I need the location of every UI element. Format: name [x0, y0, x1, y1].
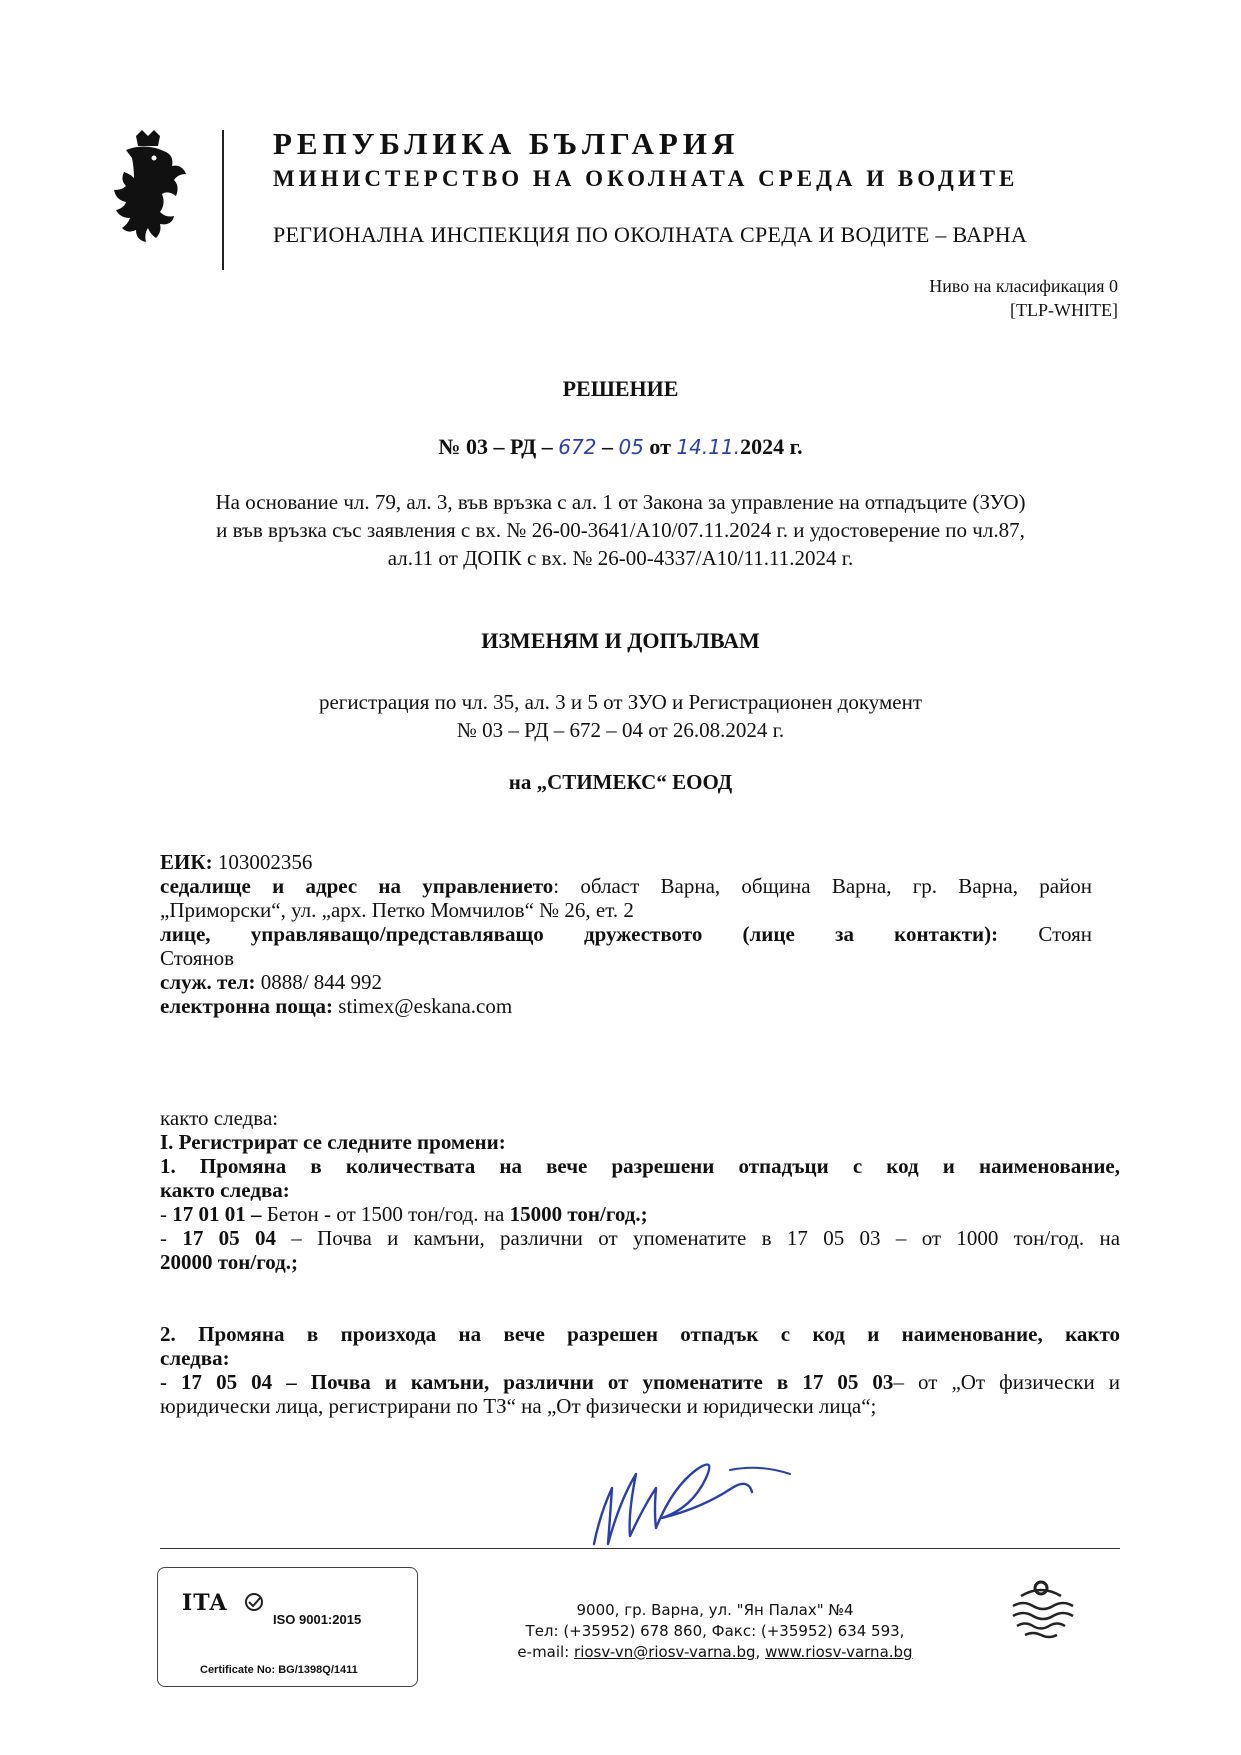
number-prefix: № 03 – РД – — [438, 434, 559, 459]
footer-divider — [160, 1548, 1120, 1549]
item-2-line-1: 2. Промяна в произхода на вече разрешен отпадък с код и наименование, както — [160, 1322, 1120, 1346]
decision-number — [0, 434, 1241, 460]
phone-row — [160, 970, 1092, 994]
waste-3-text: – от „От физически и — [893, 1370, 1120, 1394]
basis-line: ал.11 от ДОПК с вх. № 26-00-4337/А10/11.11.2024 г. — [387, 546, 854, 570]
eco-emblem-icon — [1005, 1576, 1077, 1640]
waste-3-bold: - 17 05 04 – Почва и камъни, различни от упоменатите в 17 05 03 — [160, 1370, 894, 1394]
item-2-heading — [160, 1322, 1120, 1346]
ita-logo: ITA — [182, 1590, 228, 1616]
item-2-heading-2 — [160, 1346, 1120, 1370]
person-row — [160, 922, 1092, 946]
seat-label: седалище и адрес на управлението — [160, 874, 554, 898]
header-divider — [222, 130, 224, 270]
eik-row — [160, 850, 1092, 874]
seat-row-2: „Приморски“, ул. „арх. Петко Момчилов“ № 26, ет. 2 — [160, 898, 634, 922]
item-1-heading-2 — [160, 1178, 1120, 1202]
item-1-line-2: както следва: — [160, 1178, 290, 1202]
item-1-heading — [160, 1154, 1120, 1178]
regional-inspectorate: РЕГИОНАЛНА ИНСПЕКЦИЯ ПО ОКОЛНАТА СРЕДА И ВОДИТЕ – ВАРНА — [273, 222, 1028, 247]
ministry-title: МИНИСТЕРСТВО НА ОКОЛНАТА СРЕДА И ВОДИТЕ — [273, 166, 1019, 191]
action-heading: ИЗМЕНЯМ И ДОПЪЛВАМ — [481, 628, 760, 653]
basis-line: На основание чл. 79, ал. 3, във връзка с ал. 1 от Закона за управление на отпадъците (ЗУО) — [215, 490, 1026, 514]
republic-title: РЕПУБЛИКА БЪЛГАРИЯ — [273, 126, 740, 161]
waste-1-code: 17 01 01 – — [172, 1202, 262, 1226]
certification-box — [157, 1567, 418, 1687]
person-row-2: Стоянов — [160, 946, 235, 970]
waste-1-new: 15000 тон/год.; — [509, 1202, 648, 1226]
number-separator: – — [596, 434, 619, 459]
date-handwritten: 14.11. — [676, 435, 741, 459]
check-badge-icon — [244, 1592, 264, 1612]
waste-2-code: 17 05 04 — [182, 1226, 276, 1250]
date-suffix: 2024 г. — [740, 434, 803, 459]
email-separator: , — [755, 1643, 766, 1661]
waste-1-dash: - — [160, 1202, 173, 1226]
date-prefix: от — [643, 434, 677, 459]
decision-title: РЕШЕНИЕ — [562, 376, 679, 401]
section-1: I. Регистрират се следните промени: — [160, 1130, 506, 1154]
classification-tag: [TLP-WHITE] — [1010, 300, 1118, 320]
item-2-line-2: следва: — [160, 1346, 230, 1370]
number-handwritten-1: 672 — [558, 435, 597, 459]
waste-2-text: – Почва и камъни, различни от упоменатите в 17 05 03 – от 1000 тон/год. на — [275, 1226, 1121, 1250]
address-line-2: Тел: (+35952) 678 860, Факс: (+35952) 634 593, — [525, 1622, 905, 1640]
email-value: stimex@eskana.com — [333, 994, 513, 1018]
classification-level: Ниво на класификация 0 — [929, 276, 1118, 296]
phone-value: 0888/ 844 992 — [255, 970, 383, 994]
registration-line: № 03 – РД – 672 – 04 от 26.08.2024 г. — [456, 718, 785, 742]
person-value: Стоян — [998, 922, 1092, 946]
phone-label: служ. тел: — [160, 970, 256, 994]
legal-basis — [0, 488, 1241, 572]
intro-line: както следва: — [160, 1106, 279, 1130]
waste-2-dash: - — [160, 1226, 183, 1250]
eik-value: 103002356 — [212, 850, 313, 874]
waste-item-2 — [160, 1226, 1120, 1250]
signature — [580, 1440, 830, 1560]
address-line-1: 9000, гр. Варна, ул. "Ян Палах" №4 — [576, 1601, 854, 1619]
person-label: лице, управляващо/представляващо дружеството (лице за контакти): — [160, 922, 999, 946]
seat-value: : област Варна, община Варна, гр. Варна, район — [553, 874, 1092, 898]
iso-label: ISO 9001:2015 — [273, 1612, 362, 1627]
email-prefix: e-mail: — [517, 1643, 575, 1661]
spacer — [160, 1274, 1120, 1322]
waste-item-1 — [160, 1202, 1120, 1226]
inspectorate-email: riosv-vn@riosv-varna.bg — [574, 1643, 756, 1661]
classification — [929, 274, 1118, 322]
section-heading — [160, 1130, 1120, 1154]
company-details — [160, 850, 1092, 1018]
company-name: на „СТИМЕКС“ ЕООД — [508, 770, 733, 794]
registration-line: регистрация по чл. 35, ал. 3 и 5 от ЗУО и Регистрационен документ — [318, 690, 923, 714]
waste-1-text: Бетон - от 1500 тон/год. на — [261, 1202, 510, 1226]
waste-2-new: 20000 тон/год.; — [160, 1250, 298, 1274]
seat-row — [160, 874, 1092, 898]
inspectorate-address — [470, 1600, 960, 1663]
email-label: електронна поща: — [160, 994, 334, 1018]
decision-body — [160, 1106, 1120, 1418]
number-handwritten-2: 05 — [618, 435, 644, 459]
eik-label: ЕИК: — [160, 850, 213, 874]
waste-item-3-cont: юридически лица, регистрирани по ТЗ“ на „От физически и юридически лица“; — [160, 1394, 877, 1418]
item-1-line-1: 1. Промяна в количествата на вече разрешени отпадъци с код и наименование, — [160, 1154, 1120, 1178]
lion-crest-icon — [96, 128, 196, 258]
certificate-number: Certificate No: BG/1398Q/1411 — [200, 1664, 358, 1676]
email-row — [160, 994, 1092, 1018]
address-line-3 — [470, 1642, 960, 1663]
registration-reference — [0, 688, 1241, 744]
waste-item-3 — [160, 1370, 1120, 1394]
waste-item-2-cont — [160, 1250, 1120, 1274]
inspectorate-website: www.riosv-varna.bg — [765, 1643, 913, 1661]
basis-line: и във връзка със заявления с вх. № 26-00-3641/А10/07.11.2024 г. и удостоверение по чл.87, — [216, 518, 1025, 542]
